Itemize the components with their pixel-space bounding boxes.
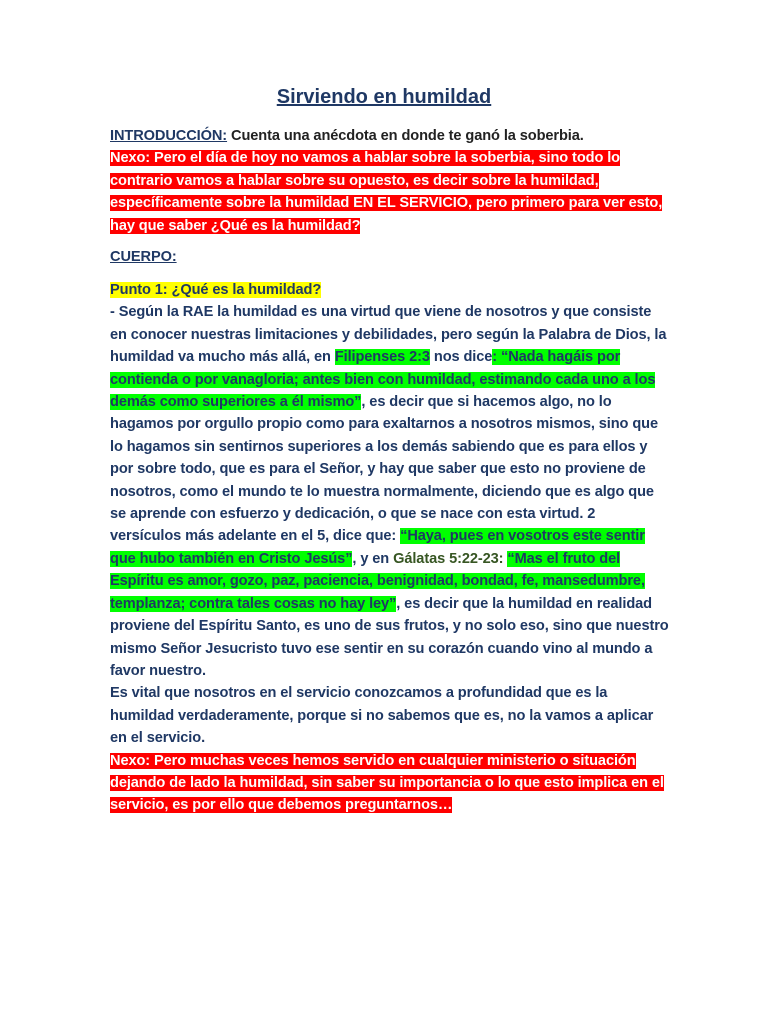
point-1-heading — [110, 279, 670, 301]
philippians-5-quote: “Haya, pues en vosotros este sentir que hubo también en Cristo Jesús” — [110, 528, 645, 567]
introduction-label: INTRODUCCIÓN: — [110, 128, 228, 144]
point-1-paragraph — [110, 301, 670, 682]
philippians-quote: : “Nada hagáis por contienda o por vanagloria; antes bien con humildad, estimando cada uno a los demás como superiores a él mismo” — [110, 349, 656, 411]
point-1-heading-text: Punto 1: ¿Qué es la humildad? — [110, 282, 322, 298]
point-1-text-4: , y en — [352, 550, 394, 567]
point-1-conclusion: Es vital que nosotros en el servicio conozcamos a profundidad que es la humildad verdaderamente, porque si no sabemos que es, no la vamos a aplicar en el servicio. — [110, 685, 654, 747]
galatians-reference: Gálatas 5:22-23: — [393, 550, 504, 567]
body-heading — [110, 246, 670, 268]
introduction-line — [110, 125, 670, 147]
point-1-text-1: - Según la RAE la humildad es una virtud que viene de nosotros y que consiste en conocer nuestras limitaciones y debilidades, pero según la Palabra de Dios, la humildad va mucho más allá, en — [110, 304, 667, 366]
introduction-nexo-text: Nexo: Pero el día de hoy no vamos a hablar sobre la soberbia, sino todo lo contrario vamos a hablar sobre su opuesto, es decir sobre la humildad, específicamente sobre la humildad EN EL SERVICIO, pero primero para ver esto, hay que saber ¿Qué es la humildad? — [110, 150, 663, 234]
introduction-section — [110, 125, 670, 237]
point-1-section — [110, 279, 670, 817]
philippians-reference: Filipenses 2:3 — [334, 349, 430, 366]
page-title: Sirviendo en humildad — [276, 86, 492, 108]
point-1-nexo — [110, 750, 670, 817]
introduction-text: Cuenta una anécdota en donde te ganó la soberbia. — [227, 128, 584, 144]
point-1-nexo-text: Nexo: Pero muchas veces hemos servido en cualquier ministerio o situación dejando de lado la humildad, sin saber su importancia o lo que esto implica en el servicio, es por ello que debemos preguntarnos… — [110, 752, 664, 814]
body-heading-text: CUERPO: — [110, 249, 177, 265]
point-1-text-6: , es decir que la humildad en realidad proviene del Espíritu Santo, es uno de sus frutos, y no solo eso, sino que nuestro mismo Señor Jesucristo tuvo ese sentir en su corazón cuando vino al mundo a favor nuestro. — [110, 595, 669, 679]
point-1-text-2: nos dice — [429, 349, 493, 366]
point-1-text-3: , es decir que si hacemos algo, no lo hagamos por orgullo propio como para exaltarnos a nosotros mismos, sino que lo hagamos sin sentirnos superiores a los demás sabiendo que es para ellos y por sobre todo, que es para el Señor, y hay que saber que esto no proviene de nosotros, como el mundo te lo muestra normalmente, diciendo que es algo que se aprende con esfuerzo y dedicación, o que se nace con esta virtud. 2 versículos más adelante en el 5, dice que: — [110, 394, 658, 545]
introduction-nexo — [110, 147, 670, 237]
galatians-quote: “Mas el fruto del Espíritu es amor, gozo, paz, paciencia, benignidad, bondad, fe, mansedumbre, templanza; contra tales cosas no hay ley” — [110, 550, 645, 612]
